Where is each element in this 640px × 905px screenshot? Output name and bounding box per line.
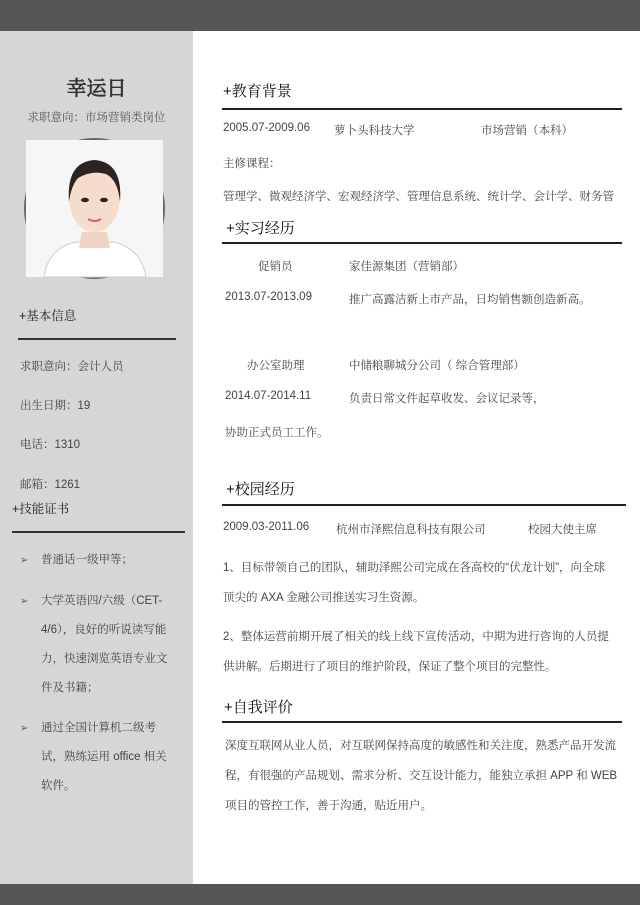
internship-desc: 负责日常文件起草收发、会议记录等， xyxy=(349,393,545,405)
job-intent: 求职意向：市场营销类岗位 xyxy=(27,112,166,124)
internship-period: 2014.07-2014.11 xyxy=(225,390,312,402)
campus-paragraph-1 xyxy=(223,553,623,613)
campus-divider xyxy=(222,504,626,506)
campus-period: 2009.03-2011.06 xyxy=(223,521,310,533)
skill-text: 通过全国计算机二级考试，熟练运用 office 相关软件。 xyxy=(41,722,167,792)
internship-role: 促销员 xyxy=(258,261,293,273)
courses-list: 管理学、微观经济学、宏观经济学、管理信息系统、统计学、会计学、财务管 xyxy=(223,191,614,203)
self-eval-line1: 深度互联网从业人员，对互联网保持高度的敏感性和关注度，熟悉产品开发流 xyxy=(225,740,616,752)
internship-title: +实习经历 xyxy=(226,220,295,237)
campus-title: +校园经历 xyxy=(226,481,295,498)
campus-org: 杭州市泽熙信息科技有限公司 xyxy=(336,524,486,536)
self-eval-line3: 项目的管控工作，善于沟通，贴近用户。 xyxy=(225,800,432,812)
skill-text: 大学英语四/六级（CET-4/6），良好的听说读写能力，快速浏览英语专业文件及书籍； xyxy=(41,595,168,694)
portrait-photo xyxy=(24,138,165,279)
internship-desc: 推广高露洁新上市产品，日均销售额创造新高。 xyxy=(349,294,591,306)
internship-period: 2013.07-2013.09 xyxy=(225,291,312,303)
education-major: 市场营销（本科） xyxy=(481,125,573,137)
arrow-bullet-icon: ➢ xyxy=(20,596,29,607)
portrait-icon xyxy=(26,140,163,277)
skill-text: 普通话一级甲等； xyxy=(41,554,133,566)
info-email: 邮箱：1261 xyxy=(20,479,81,491)
skills-divider xyxy=(12,531,185,533)
self-eval-title: +自我评价 xyxy=(224,699,293,716)
skill-item xyxy=(20,587,170,703)
internship-desc-cont: 协助正式员工工作。 xyxy=(225,427,329,439)
internship-role: 办公室助理 xyxy=(247,360,305,372)
internship-divider xyxy=(222,242,622,244)
self-eval-divider xyxy=(222,721,622,723)
candidate-name: 幸运日 xyxy=(66,78,127,100)
skill-item xyxy=(20,714,170,801)
skills-title: +技能证书 xyxy=(12,502,70,516)
arrow-bullet-icon: ➢ xyxy=(20,723,29,734)
education-school: 萝卜头科技大学 xyxy=(334,125,415,137)
basic-info-divider xyxy=(18,338,176,340)
campus-p1-line2: 顶尖的 AXA 金融公司推送实习生资源。 xyxy=(223,592,425,604)
info-phone: 电话：1310 xyxy=(20,439,81,451)
campus-role: 校园大使主席 xyxy=(528,524,597,536)
education-title: +教育背景 xyxy=(223,83,292,100)
skill-item xyxy=(20,546,170,575)
internship-org: 中储粮聊城分公司（ 综合管理部） xyxy=(349,360,525,372)
info-email-clip xyxy=(0,470,193,491)
self-eval-line2: 程，有很强的产品规划、需求分析、交互设计能力，能独立承担 APP 和 WEB xyxy=(225,770,618,782)
info-job-intent: 求职意向：会计人员 xyxy=(20,361,124,373)
campus-p1-line1: 1、目标带领自己的团队，辅助泽熙公司完成在各高校的“伏龙计划”，向全球 xyxy=(223,562,606,574)
basic-info-title: +基本信息 xyxy=(19,309,77,323)
education-period: 2005.07-2009.06 xyxy=(223,122,310,134)
self-eval-paragraph xyxy=(225,731,625,821)
arrow-bullet-icon: ➢ xyxy=(20,555,29,566)
campus-p2-line1: 2、整体运营前期开展了相关的线上线下宣传活动，中期为进行咨询的人员提 xyxy=(223,631,609,643)
campus-p2-line2: 供讲解。后期进行了项目的维护阶段，保证了整个项目的完整性。 xyxy=(223,661,557,673)
campus-paragraph-2 xyxy=(223,622,623,682)
info-birth-date: 出生日期：19 xyxy=(20,400,91,412)
courses-label: 主修课程： xyxy=(223,158,281,170)
top-bar xyxy=(0,0,640,31)
education-divider xyxy=(222,108,622,110)
bottom-bar xyxy=(0,884,640,905)
internship-org: 家佳源集团（营销部） xyxy=(349,261,464,273)
